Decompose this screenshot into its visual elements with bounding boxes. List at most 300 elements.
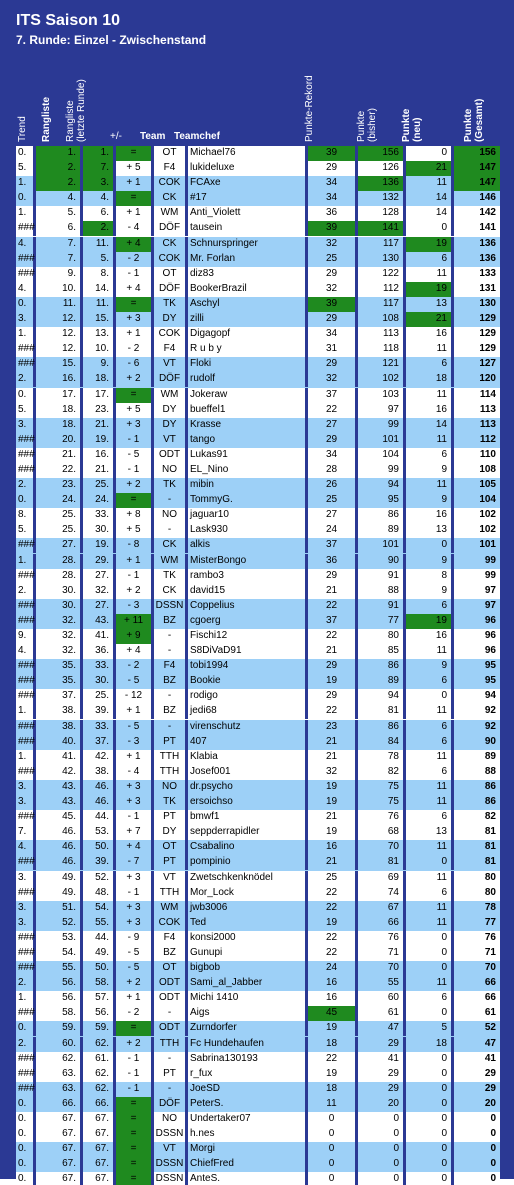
cell-team: BZ (163, 675, 176, 687)
cell-rekord: 25 (325, 252, 338, 264)
cell-name: #17 (190, 192, 207, 204)
cell-trend: 7. (18, 826, 27, 838)
cell-name: h.nes (190, 1128, 215, 1140)
cell-diff: + 1 (126, 705, 141, 717)
table-row (16, 448, 500, 463)
cell-team: - (167, 690, 172, 702)
cell-bisher: 118 (383, 343, 399, 355)
cell-team: DY (162, 313, 177, 325)
cell-neu: 0 (441, 1173, 447, 1185)
cell-rekord: 22 (325, 403, 338, 415)
standings-table (16, 146, 500, 1185)
cell-gesamt: 70 (484, 962, 496, 974)
cell-diff: + 4 (116, 237, 151, 252)
header-bisher-2: (bisher) (367, 108, 378, 142)
cell-trend: 2. (18, 1037, 27, 1049)
cell-name: Krasse (190, 418, 222, 430)
table-row (16, 508, 500, 523)
cell-rank: 32. (62, 630, 76, 641)
cell-name: JoeSD (190, 1082, 221, 1094)
cell-last: 49. (95, 946, 109, 958)
cell-bisher: 86 (387, 720, 399, 732)
cell-trend: 3. (18, 313, 27, 325)
cell-gesamt: 76 (484, 931, 496, 943)
cell-diff: + 9 (116, 629, 151, 644)
table-row (16, 372, 500, 387)
cell-diff: = (116, 1172, 151, 1185)
cell-rekord: 16 (325, 841, 338, 853)
cell-rekord: 25 (325, 494, 338, 506)
cell-gesamt: 129 (479, 328, 496, 340)
cell-rekord: 27 (325, 418, 338, 430)
cell-name: Csabalino (190, 841, 235, 853)
cell-trend: 0. (18, 1097, 27, 1109)
cell-diff: - 1 (127, 1067, 140, 1079)
cell-rekord: 18 (325, 1037, 338, 1049)
cell-team: TTH (159, 765, 180, 777)
cell-gesamt: 80 (484, 871, 496, 883)
cell-name: seppderrapidler (190, 826, 260, 838)
table-row (16, 916, 500, 931)
cell-bisher: 0 (393, 1158, 399, 1170)
cell-rank: 67. (62, 1128, 76, 1140)
table-row (16, 1127, 500, 1142)
cell-rank: 54. (62, 946, 76, 958)
cell-team: PT (163, 735, 176, 747)
cell-team: VT (163, 871, 176, 883)
table-row (16, 463, 500, 478)
cell-team: F4 (163, 162, 176, 174)
cell-bisher: 69 (387, 871, 399, 883)
cell-bisher: 94 (387, 479, 399, 491)
cell-bisher: 75 (387, 796, 399, 808)
cell-team: ODT (158, 977, 181, 989)
cell-neu: 11 (436, 343, 447, 355)
cell-bisher: 117 (383, 237, 399, 249)
cell-bisher: 75 (387, 780, 399, 792)
cell-rekord: 0 (328, 1173, 335, 1185)
cell-rekord: 29 (325, 267, 338, 279)
cell-rekord: 29 (325, 660, 338, 672)
cell-rank: 56. (62, 977, 76, 989)
cell-name: cgoerg (190, 614, 221, 626)
cell-bisher: 20 (387, 1097, 399, 1109)
cell-rank: 11. (62, 297, 76, 309)
table-row (16, 493, 500, 508)
cell-rank: 35. (62, 660, 76, 672)
cell-rank: 25. (62, 524, 76, 536)
cell-last: 19. (95, 539, 109, 551)
cell-bisher: 82 (387, 765, 399, 777)
cell-gesamt: 114 (479, 388, 496, 400)
cell-trend: 1. (18, 750, 27, 762)
cell-diff: + 5 (126, 524, 141, 536)
cell-name: rambo3 (190, 569, 224, 581)
cell-rekord: 37 (325, 539, 338, 551)
cell-team: PT (163, 1067, 176, 1079)
cell-bisher: 112 (383, 282, 399, 294)
cell-bisher: 47 (387, 1022, 399, 1034)
cell-diff: - 1 (127, 886, 140, 898)
cell-rank: 23. (62, 479, 76, 491)
cell-last: 62. (95, 1037, 109, 1049)
table-row (16, 931, 500, 946)
cell-neu: 6 (441, 448, 447, 460)
page-subtitle: 7. Runde: Einzel - Zwischenstand (16, 33, 207, 47)
cell-gesamt: 130 (479, 297, 496, 309)
cell-bisher: 70 (387, 841, 399, 853)
cell-team: WM (160, 388, 179, 400)
cell-rank: 42. (62, 765, 76, 777)
cell-rekord: 16 (325, 977, 338, 989)
cell-neu: 14 (435, 207, 447, 219)
cell-gesamt: 142 (479, 207, 496, 219)
cell-last: 54. (95, 901, 109, 913)
cell-diff: - 8 (127, 539, 140, 551)
cell-diff: + 11 (116, 614, 151, 629)
cell-trend: 3. (18, 901, 27, 913)
cell-name: Coppelius (190, 599, 235, 611)
cell-diff: + 1 (126, 554, 141, 566)
cell-name: rodigo (190, 690, 218, 702)
cell-name: tausein (190, 222, 223, 234)
cell-rekord: 22 (325, 901, 338, 913)
table-row (16, 644, 500, 659)
cell-diff: + 3 (126, 418, 141, 430)
cell-neu: 0 (441, 690, 447, 702)
cell-trend: 3. (18, 780, 27, 792)
cell-gesamt: 127 (479, 358, 496, 370)
cell-diff: + 1 (126, 328, 141, 340)
cell-team: - (167, 1082, 172, 1094)
cell-trend: ### (18, 222, 35, 234)
cell-team: ODT (158, 992, 181, 1004)
cell-last: 41. (95, 630, 109, 641)
cell-trend: 4. (18, 282, 27, 294)
cell-rekord: 19 (325, 796, 338, 808)
cell-rank: 66. (62, 1097, 76, 1109)
cell-team: CK (162, 539, 177, 551)
cell-neu: 8 (441, 569, 447, 581)
cell-team: COK (158, 252, 181, 264)
cell-team: - (167, 630, 172, 641)
table-row (16, 357, 500, 372)
cell-name: r_fux (190, 1067, 213, 1079)
cell-bisher: 94 (387, 690, 399, 702)
cell-gesamt: 101 (479, 539, 496, 551)
table-row (16, 765, 500, 780)
cell-neu: 0 (441, 931, 447, 943)
cell-gesamt: 96 (484, 645, 496, 657)
cell-neu: 0 (441, 1052, 447, 1064)
cell-rank: 51. (62, 901, 76, 913)
cell-team: DY (162, 403, 177, 415)
cell-rekord: 32 (325, 237, 338, 249)
cell-bisher: 104 (382, 448, 399, 460)
cell-diff: - 1 (127, 1052, 140, 1064)
cell-gesamt: 81 (484, 856, 496, 868)
cell-diff: + 2 (126, 373, 141, 385)
cell-diff: + 1 (126, 992, 141, 1004)
cell-last: 67. (95, 1113, 109, 1124)
cell-bisher: 156 (358, 146, 403, 161)
table-row (16, 1037, 500, 1052)
cell-last: 46. (95, 796, 109, 808)
cell-rekord: 19 (325, 1067, 338, 1079)
cell-name: lukideluxe (190, 162, 235, 174)
cell-trend: 0. (18, 1173, 27, 1185)
cell-trend: ### (18, 433, 35, 445)
cell-diff: + 4 (126, 282, 141, 294)
cell-diff: - 3 (127, 735, 140, 747)
cell-team: PT (163, 811, 176, 823)
cell-neu: 16 (435, 403, 447, 415)
cell-gesamt: 29 (484, 1082, 496, 1094)
cell-rank: 7. (67, 237, 76, 249)
table-row (16, 403, 500, 418)
table-row (16, 538, 500, 553)
cell-name: Digagopf (190, 328, 231, 340)
cell-team: TTH (159, 1037, 180, 1049)
cell-trend: ### (18, 931, 35, 943)
cell-rank: 35. (62, 675, 76, 687)
cell-diff: - 3 (127, 599, 140, 611)
cell-last: 18. (95, 373, 109, 385)
cell-neu: 11 (436, 780, 447, 792)
cell-neu: 9 (441, 660, 447, 672)
table-row (16, 1006, 500, 1021)
cell-rank: 62. (62, 1052, 76, 1064)
cell-diff: - 5 (127, 720, 140, 732)
cell-diff: = (116, 493, 151, 508)
header-rangliste-letzte-1: Rangliste (65, 100, 76, 142)
cell-team: BZ (163, 946, 176, 958)
cell-bisher: 76 (387, 931, 399, 943)
cell-team: - (167, 524, 172, 536)
cell-neu: 14 (435, 192, 447, 204)
cell-bisher: 0 (393, 1113, 399, 1124)
cell-trend: ### (18, 1082, 35, 1094)
cell-name: Mr. Forlan (190, 252, 236, 264)
cell-last: 43. (95, 614, 109, 626)
cell-trend: 2. (18, 977, 27, 989)
header-trend: Trend (17, 116, 28, 142)
cell-gesamt: 0 (490, 1113, 496, 1124)
cell-bisher: 61 (387, 1007, 399, 1019)
cell-neu: 6 (441, 735, 447, 747)
cell-trend: 3. (18, 418, 27, 430)
table-row (16, 886, 500, 901)
cell-last: 59. (95, 1022, 109, 1034)
cell-last: 14. (95, 282, 109, 294)
cell-last: 21. (95, 463, 109, 475)
page-title: ITS Saison 10 (16, 12, 121, 29)
table-row (16, 342, 500, 357)
cell-gesamt: 90 (484, 735, 496, 747)
cell-rank: 17. (62, 388, 76, 400)
cell-gesamt: 61 (484, 1007, 496, 1019)
cell-name: diz83 (190, 267, 214, 279)
cell-team: WM (160, 554, 179, 566)
table-row (16, 418, 500, 433)
table-row (16, 795, 500, 810)
cell-name: R u b y (190, 343, 222, 355)
cell-rekord: 34 (325, 192, 338, 204)
cell-diff: + 3 (126, 901, 141, 913)
cell-diff: - 6 (127, 358, 140, 370)
cell-last: 50. (95, 841, 109, 853)
cell-bisher: 89 (387, 524, 399, 536)
cell-last: 39. (95, 705, 109, 717)
cell-gesamt: 146 (479, 192, 496, 204)
table-row (16, 750, 500, 765)
cell-last: 4. (100, 192, 109, 204)
cell-rekord: 0 (328, 1113, 335, 1124)
cell-team: ODT (158, 1022, 181, 1034)
cell-rekord: 29 (325, 433, 338, 445)
cell-neu: 21 (406, 312, 451, 327)
table-row (16, 735, 500, 750)
cell-trend: ### (18, 599, 35, 611)
cell-name: Gunupi (190, 946, 223, 958)
cell-rank: 4. (67, 192, 76, 204)
cell-last: 53. (95, 826, 109, 838)
cell-trend: 9. (18, 630, 27, 641)
cell-rekord: 45 (308, 1006, 355, 1021)
cell-rank: 1. (36, 146, 80, 161)
cell-name: jwb3006 (190, 901, 228, 913)
cell-name: tobi1994 (190, 660, 229, 672)
cell-team: DÖF (158, 222, 181, 234)
cell-rekord: 26 (325, 479, 338, 491)
cell-neu: 0 (441, 539, 447, 551)
cell-name: Mor_Lock (190, 886, 234, 898)
cell-gesamt: 86 (484, 796, 496, 808)
cell-trend: ### (18, 720, 35, 732)
cell-name: Fischi12 (190, 630, 228, 641)
cell-last: 15. (95, 313, 109, 325)
cell-rekord: 34 (325, 328, 338, 340)
cell-rekord: 22 (325, 931, 338, 943)
cell-rank: 40. (62, 735, 76, 747)
table-row (16, 1021, 500, 1036)
cell-rekord: 24 (325, 962, 338, 974)
cell-trend: 5. (18, 403, 27, 415)
table-row (16, 1082, 500, 1097)
cell-rank: 10. (62, 282, 76, 294)
cell-trend: 2. (18, 479, 27, 491)
cell-rekord: 32 (325, 765, 338, 777)
cell-gesamt: 120 (479, 373, 496, 385)
cell-name: BookerBrazil (190, 282, 247, 294)
cell-bisher: 117 (383, 297, 399, 309)
cell-gesamt: 112 (479, 433, 496, 445)
cell-diff: - 4 (127, 765, 140, 777)
cell-name: Sami_al_Jabber (190, 977, 263, 989)
cell-last: 6. (100, 207, 109, 219)
cell-rekord: 39 (308, 146, 355, 161)
table-row (16, 629, 500, 644)
cell-gesamt: 0 (490, 1128, 496, 1140)
cell-name: Lask930 (190, 524, 228, 536)
table-row (16, 659, 500, 674)
cell-gesamt: 129 (479, 343, 496, 355)
cell-team: TK (163, 569, 176, 581)
cell-neu: 6 (441, 675, 447, 687)
cell-rank: 41. (62, 750, 76, 762)
cell-bisher: 95 (387, 494, 399, 506)
header-rangliste-letzte-2: (letzte Runde) (76, 79, 87, 142)
cell-neu: 9 (441, 494, 447, 506)
cell-last: 36. (95, 645, 109, 657)
cell-neu: 11 (436, 479, 447, 491)
cell-team: WM (160, 901, 179, 913)
cell-rekord: 37 (325, 388, 338, 400)
cell-neu: 0 (441, 1143, 447, 1155)
cell-name: MisterBongo (190, 554, 247, 566)
cell-name: Lukas91 (190, 448, 228, 460)
cell-rank: 55. (62, 962, 76, 974)
cell-last: 46. (95, 780, 109, 792)
cell-trend: 1. (18, 207, 27, 219)
table-row (16, 252, 500, 267)
cell-team: DY (162, 826, 177, 838)
cell-trend: ### (18, 569, 35, 581)
cell-name: tango (190, 433, 216, 445)
cell-rank: 56. (62, 992, 76, 1004)
cell-name: TommyG. (190, 494, 233, 506)
cell-diff: + 4 (126, 645, 141, 657)
cell-rank: 49. (62, 871, 76, 883)
cell-bisher: 71 (387, 946, 399, 958)
cell-trend: ### (18, 539, 35, 551)
table-row (16, 176, 500, 191)
cell-neu: 11 (436, 645, 447, 657)
cell-last: 24. (95, 494, 109, 506)
cell-diff: - 9 (127, 931, 140, 943)
cell-rank: 67. (62, 1158, 76, 1170)
table-row (16, 599, 500, 614)
cell-trend: 3. (18, 916, 27, 928)
table-row (16, 433, 500, 448)
cell-gesamt: 86 (484, 780, 496, 792)
cell-neu: 0 (441, 1158, 447, 1170)
cell-last: 39. (95, 856, 109, 868)
cell-diff: = (116, 1112, 151, 1127)
cell-rekord: 21 (325, 750, 338, 762)
cell-neu: 6 (441, 252, 447, 264)
cell-rank: 58. (62, 1007, 76, 1019)
cell-diff: + 3 (126, 780, 141, 792)
table-row (16, 388, 500, 403)
cell-last: 57. (95, 992, 109, 1004)
cell-last: 11. (95, 297, 109, 309)
cell-last: 2. (83, 221, 113, 236)
cell-gesamt: 41 (484, 1052, 496, 1064)
cell-diff: - 1 (127, 267, 140, 279)
cell-gesamt: 52 (484, 1022, 496, 1034)
table-row (16, 1172, 500, 1185)
cell-name: Josef001 (190, 765, 231, 777)
cell-neu: 6 (441, 765, 447, 777)
cell-last: 30. (95, 524, 109, 536)
cell-rank: 45. (62, 811, 76, 823)
cell-neu: 0 (441, 1082, 447, 1094)
cell-rekord: 29 (325, 162, 338, 174)
cell-rank: 67. (62, 1143, 76, 1155)
cell-trend: ### (18, 343, 35, 355)
cell-last: 66. (95, 1097, 109, 1109)
